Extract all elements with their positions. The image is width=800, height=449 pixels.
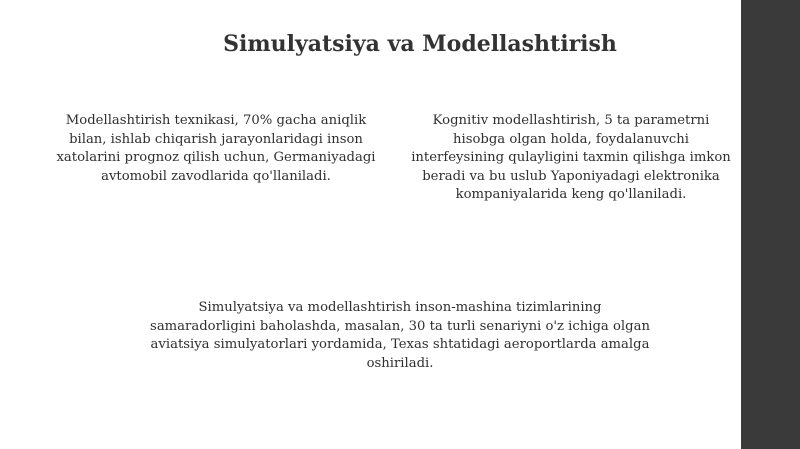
left-paragraph: Modellashtirish texnikasi, 70% gacha aniqlik bilan, ishlab chiqarish jarayonlaridagi inson xatolarini prognoz qilish uchun, Germaniyadagi avtomobil zavodlarida qo'llaniladi. (56, 113, 376, 184)
right-paragraph-line: hisobga olgan holda, foydalanuvchi (452, 131, 690, 147)
slide-title: Simulyatsiya va Modellashtirish (223, 31, 617, 57)
right-paragraph (398, 112, 744, 205)
right-paragraph-line: kompaniyalarida keng qo'llaniladi. (455, 187, 687, 202)
bottom-paragraph: Simulyatsiya va modellashtirish inson-mashina tizimlarining samaradorligini baholashda, masalan, 30 ta turli senariyni o'z ichiga olgan aviatsiya simulyatorlari yordamida, Texas shtatidagi aeroportlarda amalga oshiriladi. (150, 300, 650, 371)
right-paragraph-line: beradi va bu uslub Yaponiyadagi elektronika (422, 168, 720, 184)
right-paragraph-line: Kognitiv modellashtirish, 5 ta parametrni (432, 113, 710, 128)
right-paragraph-line: interfeysining qulayligini taxmin qilishga imkon (411, 150, 731, 165)
side-bar (741, 0, 800, 449)
